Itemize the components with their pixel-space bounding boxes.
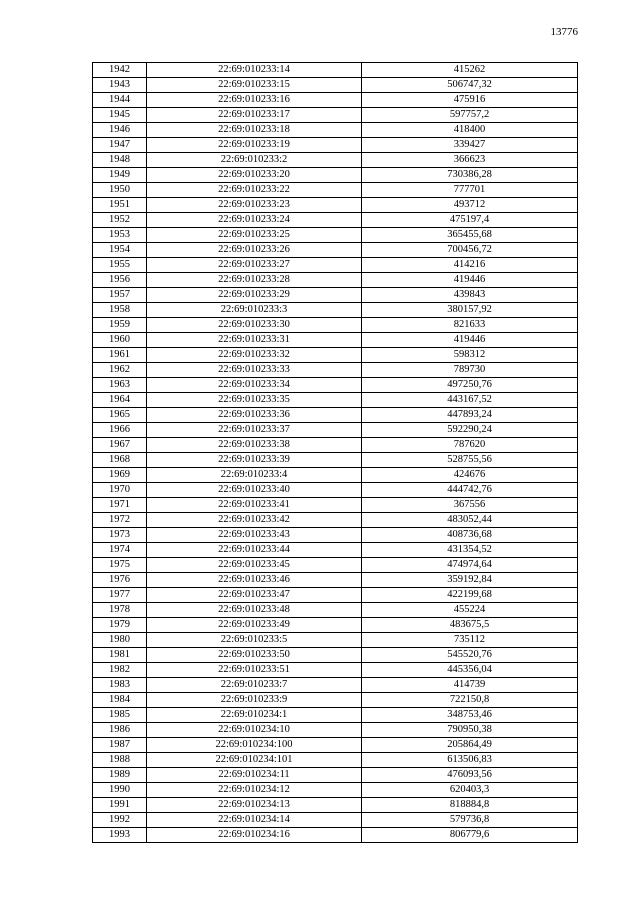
row-number-cell: 1950: [93, 183, 147, 198]
table-row: [93, 543, 578, 558]
row-number-cell: 1986: [93, 723, 147, 738]
table-row: [93, 498, 578, 513]
cadastral-value-cell: 419446: [362, 273, 578, 288]
table-row: [93, 78, 578, 93]
row-number-cell: 1943: [93, 78, 147, 93]
table-row: [93, 798, 578, 813]
cadastral-number-cell: 22:69:010233:35: [147, 393, 362, 408]
table-row: [93, 378, 578, 393]
row-number-cell: 1983: [93, 678, 147, 693]
cadastral-value-cell: 777701: [362, 183, 578, 198]
row-number-cell: 1955: [93, 258, 147, 273]
row-number-cell: 1990: [93, 783, 147, 798]
cadastral-number-cell: 22:69:010233:51: [147, 663, 362, 678]
cadastral-number-cell: 22:69:010233:47: [147, 588, 362, 603]
cadastral-number-cell: 22:69:010233:38: [147, 438, 362, 453]
row-number-cell: 1984: [93, 693, 147, 708]
cadastral-number-cell: 22:69:010233:28: [147, 273, 362, 288]
table-row: [93, 453, 578, 468]
cadastral-value-cell: 366623: [362, 153, 578, 168]
table-row: [93, 258, 578, 273]
cadastral-number-cell: 22:69:010233:22: [147, 183, 362, 198]
row-number-cell: 1971: [93, 498, 147, 513]
table-row: [93, 243, 578, 258]
cadastral-value-cell: 408736,68: [362, 528, 578, 543]
row-number-cell: 1987: [93, 738, 147, 753]
cadastral-number-cell: 22:69:010233:46: [147, 573, 362, 588]
cadastral-number-cell: 22:69:010233:42: [147, 513, 362, 528]
row-number-cell: 1957: [93, 288, 147, 303]
table-row: [93, 573, 578, 588]
table-row: [93, 603, 578, 618]
cadastral-number-cell: 22:69:010233:43: [147, 528, 362, 543]
cadastral-value-cell: 445356,04: [362, 663, 578, 678]
table-row: [93, 663, 578, 678]
cadastral-value-cell: 414739: [362, 678, 578, 693]
table-row: [93, 558, 578, 573]
cadastral-number-cell: 22:69:010234:14: [147, 813, 362, 828]
table-row: [93, 408, 578, 423]
cadastral-number-cell: 22:69:010233:31: [147, 333, 362, 348]
row-number-cell: 1948: [93, 153, 147, 168]
table-row: [93, 183, 578, 198]
cadastral-number-cell: 22:69:010234:16: [147, 828, 362, 843]
table-row: [93, 738, 578, 753]
table-row: [93, 528, 578, 543]
row-number-cell: 1952: [93, 213, 147, 228]
cadastral-number-cell: 22:69:010233:2: [147, 153, 362, 168]
row-number-cell: 1972: [93, 513, 147, 528]
cadastral-number-cell: 22:69:010234:12: [147, 783, 362, 798]
cadastral-number-cell: 22:69:010233:5: [147, 633, 362, 648]
table-row: [93, 588, 578, 603]
row-number-cell: 1974: [93, 543, 147, 558]
row-number-cell: 1988: [93, 753, 147, 768]
cadastral-value-cell: 422199,68: [362, 588, 578, 603]
cadastral-value-cell: 443167,52: [362, 393, 578, 408]
table-row: [93, 483, 578, 498]
cadastral-value-cell: 497250,76: [362, 378, 578, 393]
table-row: [93, 168, 578, 183]
cadastral-number-cell: 22:69:010233:4: [147, 468, 362, 483]
table-row: [93, 513, 578, 528]
table-row: [93, 753, 578, 768]
cadastral-value-cell: 418400: [362, 123, 578, 138]
cadastral-number-cell: 22:69:010233:14: [147, 63, 362, 78]
row-number-cell: 1954: [93, 243, 147, 258]
cadastral-value-cell: 205864,49: [362, 738, 578, 753]
cadastral-value-cell: 592290,24: [362, 423, 578, 438]
cadastral-number-cell: 22:69:010234:100: [147, 738, 362, 753]
cadastral-value-cell: 579736,8: [362, 813, 578, 828]
cadastral-value-cell: 424676: [362, 468, 578, 483]
row-number-cell: 1981: [93, 648, 147, 663]
row-number-cell: 1993: [93, 828, 147, 843]
cadastral-value-cell: 415262: [362, 63, 578, 78]
cadastral-value-cell: 380157,92: [362, 303, 578, 318]
cadastral-value-cell: 700456,72: [362, 243, 578, 258]
row-number-cell: 1967: [93, 438, 147, 453]
table-row: [93, 438, 578, 453]
cadastral-number-cell: 22:69:010233:7: [147, 678, 362, 693]
table-row: [93, 153, 578, 168]
table-row: [93, 228, 578, 243]
cadastral-value-cell: 367556: [362, 498, 578, 513]
cadastral-value-cell: 735112: [362, 633, 578, 648]
cadastral-number-cell: 22:69:010233:32: [147, 348, 362, 363]
table-row: [93, 828, 578, 843]
table-row: [93, 708, 578, 723]
cadastral-value-cell: 598312: [362, 348, 578, 363]
row-number-cell: 1980: [93, 633, 147, 648]
cadastral-number-cell: 22:69:010233:15: [147, 78, 362, 93]
row-number-cell: 1956: [93, 273, 147, 288]
table-row: [93, 123, 578, 138]
cadastral-value-cell: 419446: [362, 333, 578, 348]
row-number-cell: 1989: [93, 768, 147, 783]
cadastral-number-cell: 22:69:010233:19: [147, 138, 362, 153]
cadastral-number-cell: 22:69:010233:9: [147, 693, 362, 708]
cadastral-value-cell: 348753,46: [362, 708, 578, 723]
row-number-cell: 1982: [93, 663, 147, 678]
table-row: [93, 723, 578, 738]
cadastral-number-cell: 22:69:010233:16: [147, 93, 362, 108]
cadastral-number-cell: 22:69:010233:26: [147, 243, 362, 258]
row-number-cell: 1947: [93, 138, 147, 153]
row-number-cell: 1968: [93, 453, 147, 468]
table-row: [93, 678, 578, 693]
row-number-cell: 1973: [93, 528, 147, 543]
row-number-cell: 1991: [93, 798, 147, 813]
cadastral-value-cell: 444742,76: [362, 483, 578, 498]
row-number-cell: 1960: [93, 333, 147, 348]
cadastral-value-cell: 620403,3: [362, 783, 578, 798]
row-number-cell: 1976: [93, 573, 147, 588]
row-number-cell: 1944: [93, 93, 147, 108]
cadastral-number-cell: 22:69:010233:34: [147, 378, 362, 393]
cadastral-number-cell: 22:69:010233:40: [147, 483, 362, 498]
row-number-cell: 1992: [93, 813, 147, 828]
cadastral-value-table: [92, 62, 578, 843]
cadastral-number-cell: 22:69:010233:20: [147, 168, 362, 183]
table-row: [93, 213, 578, 228]
cadastral-value-cell: 359192,84: [362, 573, 578, 588]
table-row: [93, 273, 578, 288]
cadastral-value-cell: 476093,56: [362, 768, 578, 783]
row-number-cell: 1959: [93, 318, 147, 333]
row-number-cell: 1946: [93, 123, 147, 138]
row-number-cell: 1949: [93, 168, 147, 183]
row-number-cell: 1962: [93, 363, 147, 378]
cadastral-number-cell: 22:69:010233:41: [147, 498, 362, 513]
row-number-cell: 1977: [93, 588, 147, 603]
table-row: [93, 363, 578, 378]
cadastral-value-cell: 789730: [362, 363, 578, 378]
cadastral-value-cell: 339427: [362, 138, 578, 153]
row-number-cell: 1966: [93, 423, 147, 438]
cadastral-number-cell: 22:69:010233:37: [147, 423, 362, 438]
row-number-cell: 1969: [93, 468, 147, 483]
table-row: [93, 63, 578, 78]
cadastral-number-cell: 22:69:010233:25: [147, 228, 362, 243]
table-row: [93, 813, 578, 828]
cadastral-value-cell: 821633: [362, 318, 578, 333]
table-row: [93, 423, 578, 438]
cadastral-number-cell: 22:69:010233:48: [147, 603, 362, 618]
cadastral-value-cell: 439843: [362, 288, 578, 303]
cadastral-value-cell: 818884,8: [362, 798, 578, 813]
cadastral-value-cell: 483675,5: [362, 618, 578, 633]
table-row: [93, 468, 578, 483]
table-row: [93, 768, 578, 783]
table-row: [93, 333, 578, 348]
cadastral-value-cell: 447893,24: [362, 408, 578, 423]
cadastral-number-cell: 22:69:010233:30: [147, 318, 362, 333]
row-number-cell: 1961: [93, 348, 147, 363]
cadastral-value-cell: 613506,83: [362, 753, 578, 768]
row-number-cell: 1964: [93, 393, 147, 408]
cadastral-number-cell: 22:69:010233:49: [147, 618, 362, 633]
cadastral-value-cell: 545520,76: [362, 648, 578, 663]
cadastral-value-cell: 483052,44: [362, 513, 578, 528]
cadastral-number-cell: 22:69:010233:33: [147, 363, 362, 378]
cadastral-value-cell: 475197,4: [362, 213, 578, 228]
cadastral-value-cell: 722150,8: [362, 693, 578, 708]
cadastral-value-cell: 730386,28: [362, 168, 578, 183]
cadastral-number-cell: 22:69:010233:27: [147, 258, 362, 273]
row-number-cell: 1970: [93, 483, 147, 498]
cadastral-number-cell: 22:69:010233:45: [147, 558, 362, 573]
cadastral-number-cell: 22:69:010233:23: [147, 198, 362, 213]
cadastral-value-cell: 365455,68: [362, 228, 578, 243]
cadastral-value-cell: 475916: [362, 93, 578, 108]
table-row: [93, 783, 578, 798]
table-row: [93, 288, 578, 303]
cadastral-value-cell: 790950,38: [362, 723, 578, 738]
cadastral-number-cell: 22:69:010234:1: [147, 708, 362, 723]
row-number-cell: 1942: [93, 63, 147, 78]
row-number-cell: 1985: [93, 708, 147, 723]
cadastral-value-cell: 597757,2: [362, 108, 578, 123]
table-row: [93, 303, 578, 318]
cadastral-value-cell: 474974,64: [362, 558, 578, 573]
cadastral-value-cell: 787620: [362, 438, 578, 453]
cadastral-number-cell: 22:69:010233:36: [147, 408, 362, 423]
cadastral-value-cell: 493712: [362, 198, 578, 213]
table-row: [93, 648, 578, 663]
table-row: [93, 693, 578, 708]
page-number: 13776: [550, 26, 578, 38]
row-number-cell: 1979: [93, 618, 147, 633]
cadastral-value-cell: 414216: [362, 258, 578, 273]
cadastral-number-cell: 22:69:010233:3: [147, 303, 362, 318]
table-row: [93, 93, 578, 108]
table-row: [93, 618, 578, 633]
cadastral-value-cell: 455224: [362, 603, 578, 618]
table-row: [93, 633, 578, 648]
cadastral-value-cell: 806779,6: [362, 828, 578, 843]
row-number-cell: 1953: [93, 228, 147, 243]
row-number-cell: 1978: [93, 603, 147, 618]
cadastral-number-cell: 22:69:010233:44: [147, 543, 362, 558]
table-row: [93, 348, 578, 363]
table-row: [93, 318, 578, 333]
row-number-cell: 1975: [93, 558, 147, 573]
cadastral-number-cell: 22:69:010234:13: [147, 798, 362, 813]
row-number-cell: 1945: [93, 108, 147, 123]
cadastral-number-cell: 22:69:010234:10: [147, 723, 362, 738]
row-number-cell: 1958: [93, 303, 147, 318]
cadastral-value-cell: 431354,52: [362, 543, 578, 558]
table-body: [93, 63, 578, 843]
cadastral-number-cell: 22:69:010233:24: [147, 213, 362, 228]
table-row: [93, 393, 578, 408]
cadastral-number-cell: 22:69:010234:11: [147, 768, 362, 783]
row-number-cell: 1963: [93, 378, 147, 393]
cadastral-value-cell: 506747,32: [362, 78, 578, 93]
row-number-cell: 1951: [93, 198, 147, 213]
cadastral-number-cell: 22:69:010233:17: [147, 108, 362, 123]
cadastral-number-cell: 22:69:010234:101: [147, 753, 362, 768]
cadastral-number-cell: 22:69:010233:50: [147, 648, 362, 663]
table-row: [93, 108, 578, 123]
cadastral-number-cell: 22:69:010233:18: [147, 123, 362, 138]
table-row: [93, 198, 578, 213]
cadastral-number-cell: 22:69:010233:29: [147, 288, 362, 303]
table-row: [93, 138, 578, 153]
cadastral-number-cell: 22:69:010233:39: [147, 453, 362, 468]
row-number-cell: 1965: [93, 408, 147, 423]
cadastral-value-cell: 528755,56: [362, 453, 578, 468]
